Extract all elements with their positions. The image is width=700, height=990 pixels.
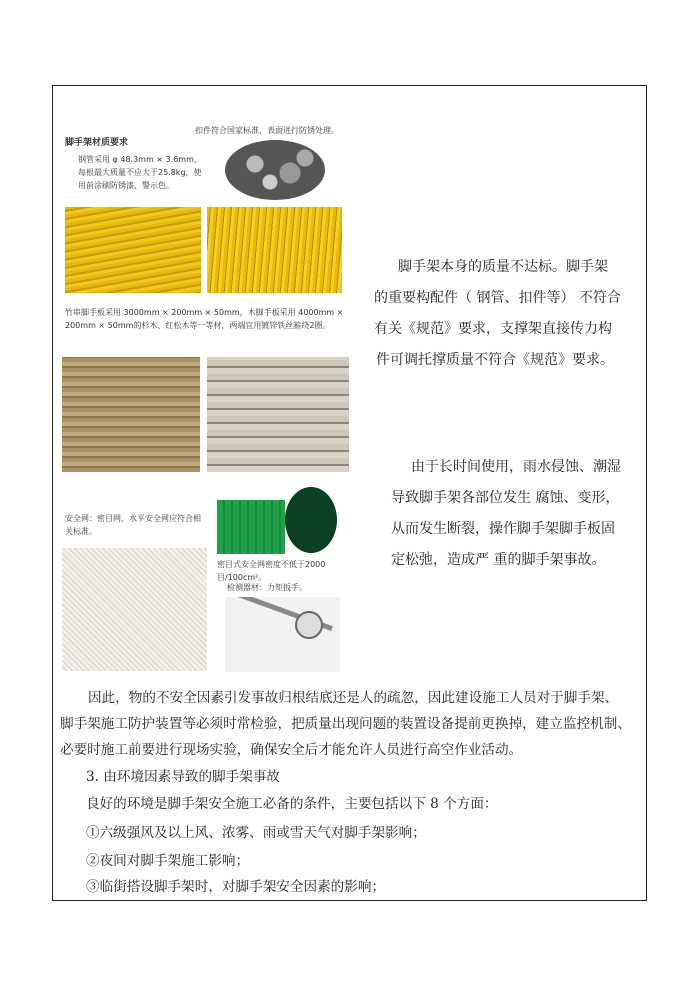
intro-paragraph: 良好的环境是脚手架安全施工必备的条件，主要包括以下 8 个方面：	[86, 796, 498, 812]
bamboo-boards-photo	[62, 357, 200, 472]
safety-net-caption: 安全网：密目网、水平安全网应符合相关标准。	[65, 514, 201, 536]
side-text-quality: 脚手架本身的质量不达标。脚手架 的重要构配件（ 钢管、扣件等） 不符合 有关《规范》要求，支撑架直接传力构 件可调托撑质量不符合《规范》要求。	[374, 259, 621, 368]
fittings-photo	[225, 140, 325, 200]
net-label-photo	[285, 487, 337, 553]
list-item-3: ③临街搭设脚手架时，对脚手架安全因素的影响；	[86, 879, 386, 895]
yellow-pipes-photo-2	[207, 207, 342, 293]
green-net-photo	[217, 500, 285, 554]
steel-pipe-caption: 钢管采用 φ 48.3mm × 3.6mm，每根最大质量不应大于25.8kg，使用前涂刷防锈漆、警示色。	[78, 155, 202, 190]
list-item-1: ①六级强风及以上风、浓雾、雨或雪天气对脚手架影响；	[86, 825, 426, 841]
material-heading: 脚手架材质要求	[65, 138, 129, 148]
white-net-photo	[62, 548, 207, 671]
section-heading-3: 3. 由环境因素导致的脚手架事故	[86, 769, 281, 785]
list-item-2: ②夜间对脚手架施工影响；	[86, 853, 250, 869]
dense-net-caption: 密目式安全网密度不低于2000目/100cm²。	[217, 560, 326, 582]
torque-tool-caption: 检测器材：力矩扳手。	[227, 583, 307, 592]
body-paragraph-1: 因此，物的不安全因素引发事故归根结底还是人的疏忽，因此建设施工人员对于脚手架、 脚手架施工防护装置等必须时常检验，把质量出现问题的装置设备提前更换掉，建立监控机制、 必要时施工前要进行现场实验，确保安全后才能允许人员进行高空作业活动。	[60, 690, 631, 758]
scaffold-board-caption: 竹串脚手板采用 3000mm × 200mm × 50mm，木脚手板采用 4000mm × 200mm × 50mm的杉木、红松木等一等材，两端宜用镀锌铁丝箍绕2圈。	[65, 308, 344, 330]
side-text-corrosion: 由于长时间使用，雨水侵蚀、潮湿 导致脚手架各部位发生 腐蚀、变形， 从而发生断裂，操作脚手架脚手板固 定松弛，造成严 重的脚手架事故。	[391, 459, 621, 568]
wood-planks-photo	[207, 357, 349, 472]
yellow-pipes-photo-1	[65, 207, 201, 293]
fittings-caption: 扣件符合国家标准，表面进行防锈处理。	[195, 126, 339, 135]
torque-wrench-photo	[225, 597, 340, 672]
